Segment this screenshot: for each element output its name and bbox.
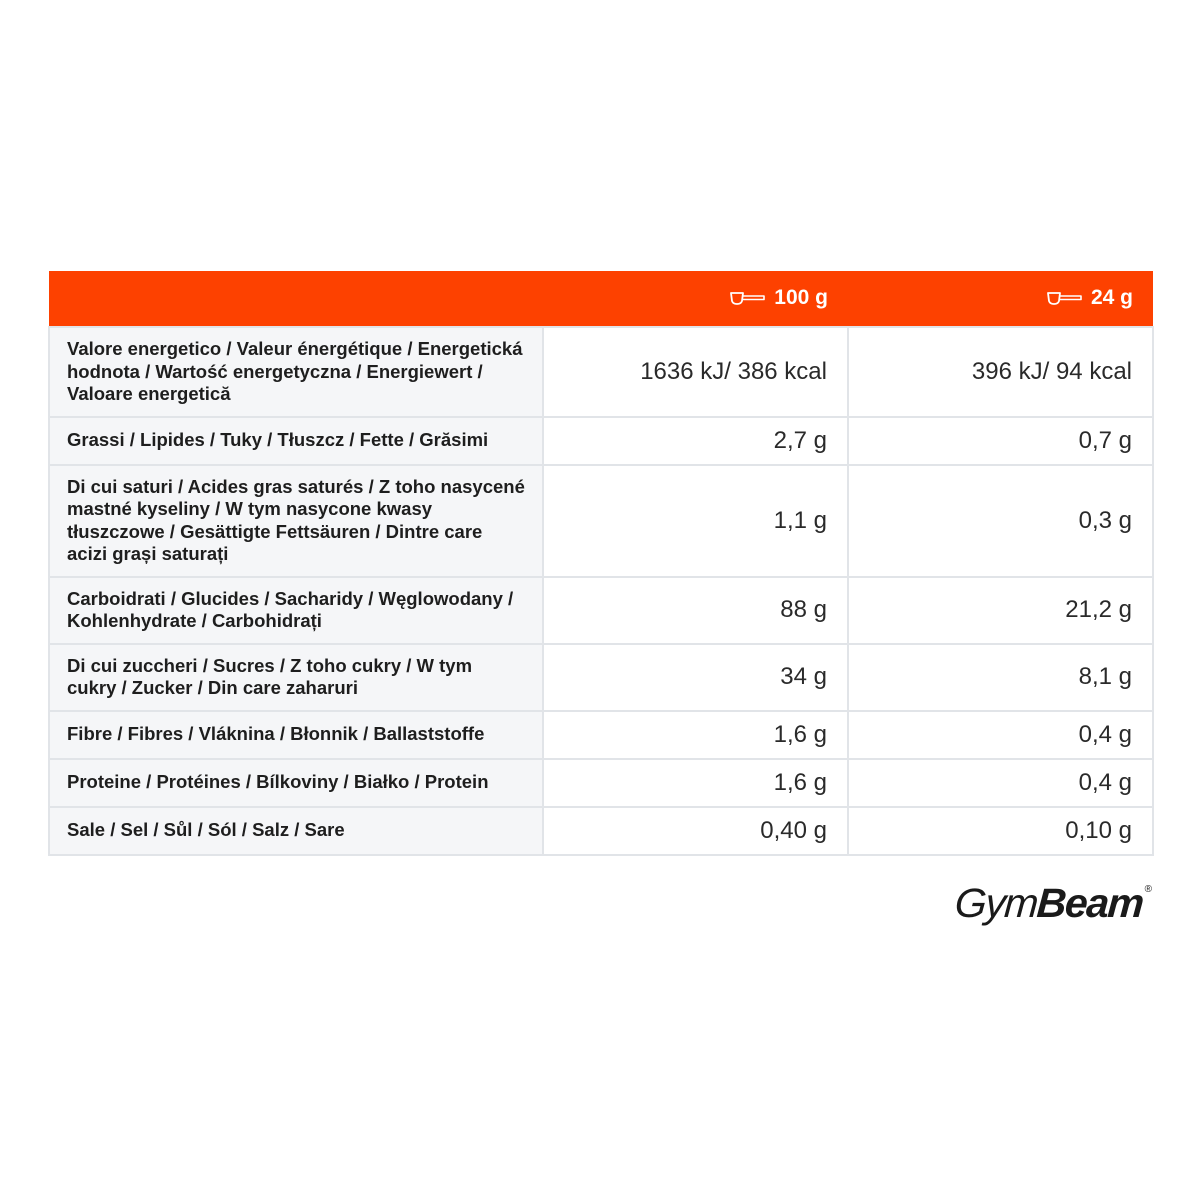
nutrient-label: Di cui saturi / Acides gras saturés / Z toho nasycené mastné kyseliny / W tym nasycone kwasy tłuszczowe / Gesättigte Fettsäuren / Dintre care acizi grași saturați bbox=[49, 465, 543, 577]
value-per-serving: 0,4 g bbox=[848, 759, 1153, 807]
header-amount-serving: 24 g bbox=[1090, 285, 1133, 309]
value-per-100g: 1,6 g bbox=[543, 759, 848, 807]
registered-mark: ® bbox=[1144, 884, 1152, 895]
value-per-100g: 1636 kJ/ 386 kcal bbox=[543, 327, 848, 417]
value-per-100g: 2,7 g bbox=[543, 417, 848, 465]
header-amount-100g: 100 g bbox=[774, 285, 828, 309]
value-per-serving: 396 kJ/ 94 kcal bbox=[848, 327, 1153, 417]
scoop-icon bbox=[729, 290, 765, 306]
value-per-100g: 34 g bbox=[543, 644, 848, 711]
value-per-serving: 21,2 g bbox=[848, 577, 1153, 644]
logo-text-gym: Gym bbox=[953, 880, 1039, 926]
gymbeam-logo bbox=[955, 880, 1152, 930]
header-label-column bbox=[49, 271, 543, 327]
table-row-sugars bbox=[49, 644, 1153, 711]
nutrient-label: Proteine / Protéines / Bílkoviny / Białko / Protein bbox=[49, 759, 543, 807]
table-row-salt bbox=[49, 807, 1153, 855]
nutrient-label: Grassi / Lipides / Tuky / Tłuszcz / Fette / Grăsimi bbox=[49, 417, 543, 465]
nutrient-label: Carboidrati / Glucides / Sacharidy / Węglowodany / Kohlenhydrate / Carbohidrați bbox=[49, 577, 543, 644]
value-per-100g: 88 g bbox=[543, 577, 848, 644]
value-per-100g: 1,1 g bbox=[543, 465, 848, 577]
table-row-protein bbox=[49, 759, 1153, 807]
nutrient-label: Sale / Sel / Sůl / Sól / Salz / Sare bbox=[49, 807, 543, 855]
value-per-serving: 0,10 g bbox=[848, 807, 1153, 855]
nutrient-label: Di cui zuccheri / Sucres / Z toho cukry / W tym cukry / Zucker / Din care zaharuri bbox=[49, 644, 543, 711]
value-per-serving: 0,3 g bbox=[848, 465, 1153, 577]
nutrition-table bbox=[48, 271, 1154, 856]
nutrient-label: Valore energetico / Valeur énergétique / Energetická hodnota / Wartość energetyczna / Energiewert / Valoare energetică bbox=[49, 327, 543, 417]
table-row-fat bbox=[49, 417, 1153, 465]
value-per-100g: 1,6 g bbox=[543, 711, 848, 759]
value-per-100g: 0,40 g bbox=[543, 807, 848, 855]
value-per-serving: 0,4 g bbox=[848, 711, 1153, 759]
header-per-100g bbox=[543, 271, 848, 327]
table-row-saturated-fat bbox=[49, 465, 1153, 577]
nutrient-label: Fibre / Fibres / Vláknina / Błonnik / Ballaststoffe bbox=[49, 711, 543, 759]
value-per-serving: 8,1 g bbox=[848, 644, 1153, 711]
logo-text-beam: Beam bbox=[1035, 880, 1145, 926]
table-row-fibre bbox=[49, 711, 1153, 759]
value-per-serving: 0,7 g bbox=[848, 417, 1153, 465]
header-per-serving bbox=[848, 271, 1153, 327]
table-row-carbohydrates bbox=[49, 577, 1153, 644]
table-row-energy bbox=[49, 327, 1153, 417]
scoop-icon bbox=[1046, 290, 1082, 306]
table-header-row bbox=[49, 271, 1153, 327]
